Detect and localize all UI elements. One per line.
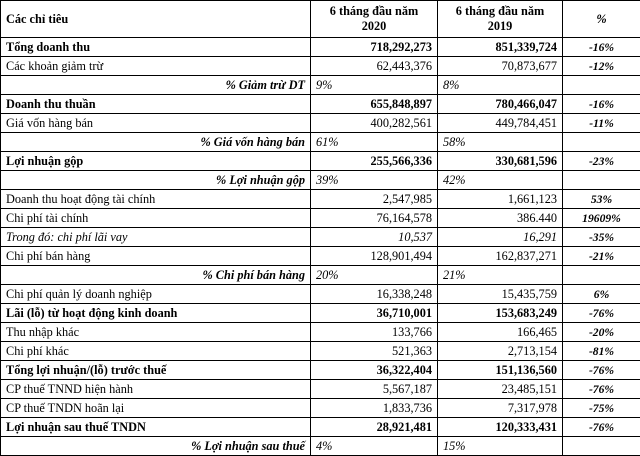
table-row (1, 247, 640, 266)
table-row (1, 38, 640, 57)
table-row-ratio (1, 133, 640, 152)
table-row (1, 342, 640, 361)
table-header-row (1, 1, 640, 38)
table-row-ratio (1, 76, 640, 95)
row-label: CP thuế TNDN hoãn lại (1, 399, 311, 418)
table-row-ratio (1, 266, 640, 285)
row-value-percent: -81% (563, 342, 640, 361)
row-value-percent: -11% (563, 114, 640, 133)
row-value-2019: 120,333,431 (438, 418, 563, 437)
table-row (1, 209, 640, 228)
row-value-2019: 780,466,047 (438, 95, 563, 114)
row-label: % Giá vốn hàng bán (1, 133, 311, 152)
row-label: Lợi nhuận sau thuế TNDN (1, 418, 311, 437)
row-value-2020: 128,901,494 (311, 247, 438, 266)
row-value-percent: 6% (563, 285, 640, 304)
row-value-2019: 21% (438, 266, 563, 285)
row-value-percent: -16% (563, 95, 640, 114)
row-value-2020: 10,537 (311, 228, 438, 247)
row-value-2020: 5,567,187 (311, 380, 438, 399)
row-value-2019: 151,136,560 (438, 361, 563, 380)
row-value-2020: 76,164,578 (311, 209, 438, 228)
row-value-2019: 851,339,724 (438, 38, 563, 57)
row-label: Chi phí khác (1, 342, 311, 361)
row-label: Tổng doanh thu (1, 38, 311, 57)
row-value-2019: 15,435,759 (438, 285, 563, 304)
row-value-2020: 655,848,897 (311, 95, 438, 114)
row-value-percent: -20% (563, 323, 640, 342)
table-row (1, 114, 640, 133)
row-value-2019: 42% (438, 171, 563, 190)
column-header-year-2019-line1: 6 tháng đầu năm (456, 4, 545, 18)
row-value-2019: 23,485,151 (438, 380, 563, 399)
column-header-year-2020 (311, 1, 438, 38)
table-row (1, 95, 640, 114)
row-value-2019: 449,784,451 (438, 114, 563, 133)
row-value-2020: 61% (311, 133, 438, 152)
table-row (1, 361, 640, 380)
table-body (1, 38, 640, 456)
row-label: Giá vốn hàng bán (1, 114, 311, 133)
table-row (1, 380, 640, 399)
row-value-2020: 718,292,273 (311, 38, 438, 57)
row-value-percent: -76% (563, 380, 640, 399)
row-label: Chi phí bán hàng (1, 247, 311, 266)
row-value-2019: 15% (438, 437, 563, 456)
row-label: % Chi phí bán hàng (1, 266, 311, 285)
row-value-percent (563, 266, 640, 285)
row-value-2019: 2,713,154 (438, 342, 563, 361)
row-value-2019: 8% (438, 76, 563, 95)
row-value-2019: 386.440 (438, 209, 563, 228)
row-value-2019: 7,317,978 (438, 399, 563, 418)
column-header-indicator: Các chỉ tiêu (1, 1, 311, 38)
table-row-ratio (1, 171, 640, 190)
row-value-2020: 400,282,561 (311, 114, 438, 133)
row-value-2020: 62,443,376 (311, 57, 438, 76)
table-row (1, 399, 640, 418)
row-value-2019: 162,837,271 (438, 247, 563, 266)
row-value-2020: 36,710,001 (311, 304, 438, 323)
row-label: Lợi nhuận gộp (1, 152, 311, 171)
row-label: % Lợi nhuận gộp (1, 171, 311, 190)
row-value-percent (563, 76, 640, 95)
column-header-year-2020-line2: 2020 (362, 19, 387, 33)
column-header-year-2020-line1: 6 tháng đầu năm (330, 4, 419, 18)
column-header-percent: % (563, 1, 640, 38)
row-value-2020: 4% (311, 437, 438, 456)
column-header-year-2019-line2: 2019 (488, 19, 513, 33)
row-value-2020: 255,566,336 (311, 152, 438, 171)
row-label: % Giảm trừ DT (1, 76, 311, 95)
row-value-percent: -76% (563, 361, 640, 380)
table-row (1, 190, 640, 209)
row-value-percent: -76% (563, 304, 640, 323)
row-value-percent: -16% (563, 38, 640, 57)
table-row-ratio (1, 437, 640, 456)
row-value-2019: 1,661,123 (438, 190, 563, 209)
row-value-2020: 39% (311, 171, 438, 190)
row-label: Các khoản giảm trừ (1, 57, 311, 76)
row-value-percent: -75% (563, 399, 640, 418)
table-row (1, 418, 640, 437)
table-row (1, 57, 640, 76)
row-label: Tổng lợi nhuận/(lỗ) trước thuế (1, 361, 311, 380)
row-value-2019: 166,465 (438, 323, 563, 342)
table-row (1, 228, 640, 247)
row-value-2019: 58% (438, 133, 563, 152)
row-value-2020: 16,338,248 (311, 285, 438, 304)
row-value-2020: 133,766 (311, 323, 438, 342)
row-value-2020: 36,322,404 (311, 361, 438, 380)
row-value-2019: 16,291 (438, 228, 563, 247)
row-value-2020: 2,547,985 (311, 190, 438, 209)
row-label: Doanh thu thuần (1, 95, 311, 114)
row-value-2019: 153,683,249 (438, 304, 563, 323)
row-value-percent: -76% (563, 418, 640, 437)
row-label: Chi phí tài chính (1, 209, 311, 228)
row-value-percent: -23% (563, 152, 640, 171)
row-value-2020: 20% (311, 266, 438, 285)
row-value-percent (563, 437, 640, 456)
table-row (1, 323, 640, 342)
row-label: Doanh thu hoạt động tài chính (1, 190, 311, 209)
table-row (1, 285, 640, 304)
row-value-percent (563, 133, 640, 152)
row-value-percent: 19609% (563, 209, 640, 228)
row-value-2020: 521,363 (311, 342, 438, 361)
row-value-2019: 330,681,596 (438, 152, 563, 171)
row-value-2020: 9% (311, 76, 438, 95)
row-label: % Lợi nhuận sau thuế (1, 437, 311, 456)
row-value-percent: -35% (563, 228, 640, 247)
row-value-2020: 1,833,736 (311, 399, 438, 418)
row-value-2019: 70,873,677 (438, 57, 563, 76)
row-label: Lãi (lỗ) từ hoạt động kinh doanh (1, 304, 311, 323)
row-value-percent: 53% (563, 190, 640, 209)
row-value-percent (563, 171, 640, 190)
row-label: Trong đó: chi phí lãi vay (1, 228, 311, 247)
row-value-percent: -12% (563, 57, 640, 76)
column-header-year-2019 (438, 1, 563, 38)
table-row (1, 152, 640, 171)
row-label: CP thuế TNND hiện hành (1, 380, 311, 399)
row-label: Thu nhập khác (1, 323, 311, 342)
row-value-percent: -21% (563, 247, 640, 266)
row-value-2020: 28,921,481 (311, 418, 438, 437)
row-label: Chi phí quản lý doanh nghiệp (1, 285, 311, 304)
table-row (1, 304, 640, 323)
